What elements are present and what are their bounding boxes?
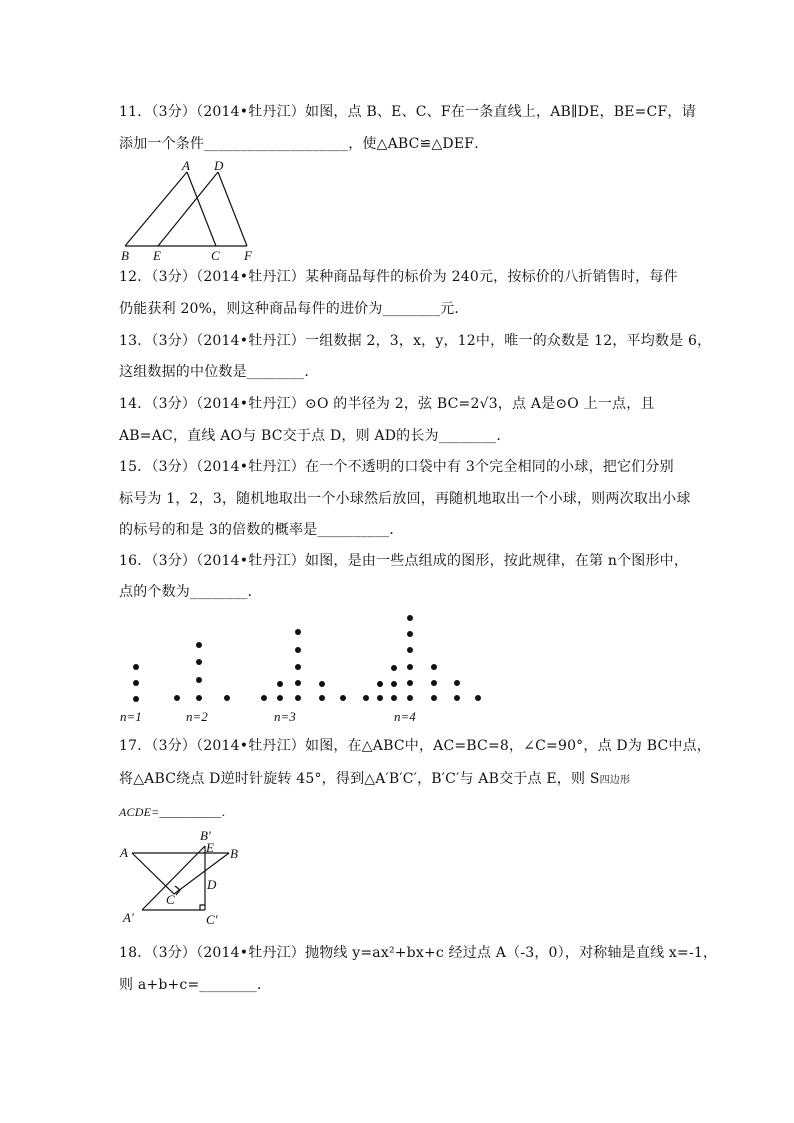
rotation-figure bbox=[116, 824, 246, 926]
label-n2: n=2 bbox=[186, 709, 208, 724]
problem-15-line-2: 标号为 1，2，3，随机地取出一个小球然后放回，再随机地取出一个小球，则两次取出小球 bbox=[119, 491, 691, 507]
problem-15-line-1: 15．（3分）（2014•牡丹江）在一个不透明的口袋中有 3个完全相同的小球，把它们分别 bbox=[119, 459, 674, 475]
problem-11-line-2: 添加一个条件____________________，使△ABC≌△DEF． bbox=[119, 136, 489, 152]
label-n3: n=3 bbox=[274, 709, 296, 724]
label-Bp: B′ bbox=[200, 828, 211, 843]
problem-11-line-1: 11．（3分）（2014•牡丹江）如图，点 B、E、C、F在一条直线上，AB∥DE，BE=CF，请 bbox=[119, 104, 696, 120]
problem-12-line-1: 12．（3分）（2014•牡丹江）某种商品每件的标价为 240元，按标价的八折销售时，每件 bbox=[119, 269, 678, 285]
problem-12-line-2: 仍能获利 20%，则这种商品每件的进价为________元． bbox=[119, 301, 469, 317]
dot-pattern-figure bbox=[112, 606, 502, 728]
label-C-17: C bbox=[166, 892, 175, 907]
label-Cp: C′ bbox=[206, 912, 218, 926]
label-n4: n=4 bbox=[394, 709, 416, 724]
dots bbox=[133, 615, 481, 702]
label-n1: n=1 bbox=[120, 709, 142, 724]
label-E-17: E bbox=[206, 840, 214, 855]
problem-14-line-2: AB=AC，直线 AO与 BC交于点 D，则 AD的长为________． bbox=[119, 428, 511, 444]
problem-18-line-1: 18．（3分）（2014•牡丹江）抛物线 y=ax²+bx+c 经过点 A（-3，0），对称轴是直线 x=-1， bbox=[119, 945, 718, 961]
label-C: C bbox=[211, 248, 220, 263]
problem-17-line-1: 17．（3分）（2014•牡丹江）如图，在△ABC中，AC=BC=8，∠C=90°，点 D为 BC中点， bbox=[119, 738, 711, 754]
label-E: E bbox=[153, 248, 161, 263]
problem-17-line-2 bbox=[119, 769, 630, 791]
problem-13-line-1: 13．（3分）（2014•牡丹江）一组数据 2，3，x，y，12中，唯一的众数是 12，平均数是 6， bbox=[119, 333, 712, 349]
problem-17-subscript: 四边形 bbox=[599, 775, 631, 786]
label-F: F bbox=[244, 248, 252, 263]
problem-16-line-2: 点的个数为________． bbox=[119, 584, 262, 600]
label-D: D bbox=[214, 158, 224, 173]
problem-13-line-2: 这组数据的中位数是________． bbox=[119, 364, 319, 380]
label-B: B bbox=[121, 248, 129, 263]
problem-17-line-2-text: 将△ABC绕点 D逆时针旋转 45°，得到△A′B′C′，B′C′与 AB交于点 E，则 S bbox=[119, 771, 600, 787]
problem-17-line-3: ACDE=__________． bbox=[119, 805, 234, 819]
label-A: A bbox=[182, 158, 190, 173]
problem-14-line-1: 14．（3分）（2014•牡丹江）⊙O 的半径为 2，弦 BC=2√3，点 A是⊙O 上一点，且 bbox=[119, 396, 655, 412]
problem-18-line-2: 则 a+b+c=________． bbox=[119, 977, 272, 993]
label-D-17: D bbox=[207, 877, 217, 892]
label-Ap: A′ bbox=[123, 910, 134, 925]
label-B-17: B bbox=[230, 846, 238, 861]
problem-15-line-3: 的标号的和是 3的倍数的概率是__________． bbox=[119, 522, 404, 538]
problem-16-line-1: 16．（3分）（2014•牡丹江）如图，是由一些点组成的图形，按此规律，在第 n个图形中， bbox=[119, 553, 689, 569]
triangles-figure bbox=[115, 158, 265, 264]
label-A-17: A bbox=[120, 845, 128, 860]
